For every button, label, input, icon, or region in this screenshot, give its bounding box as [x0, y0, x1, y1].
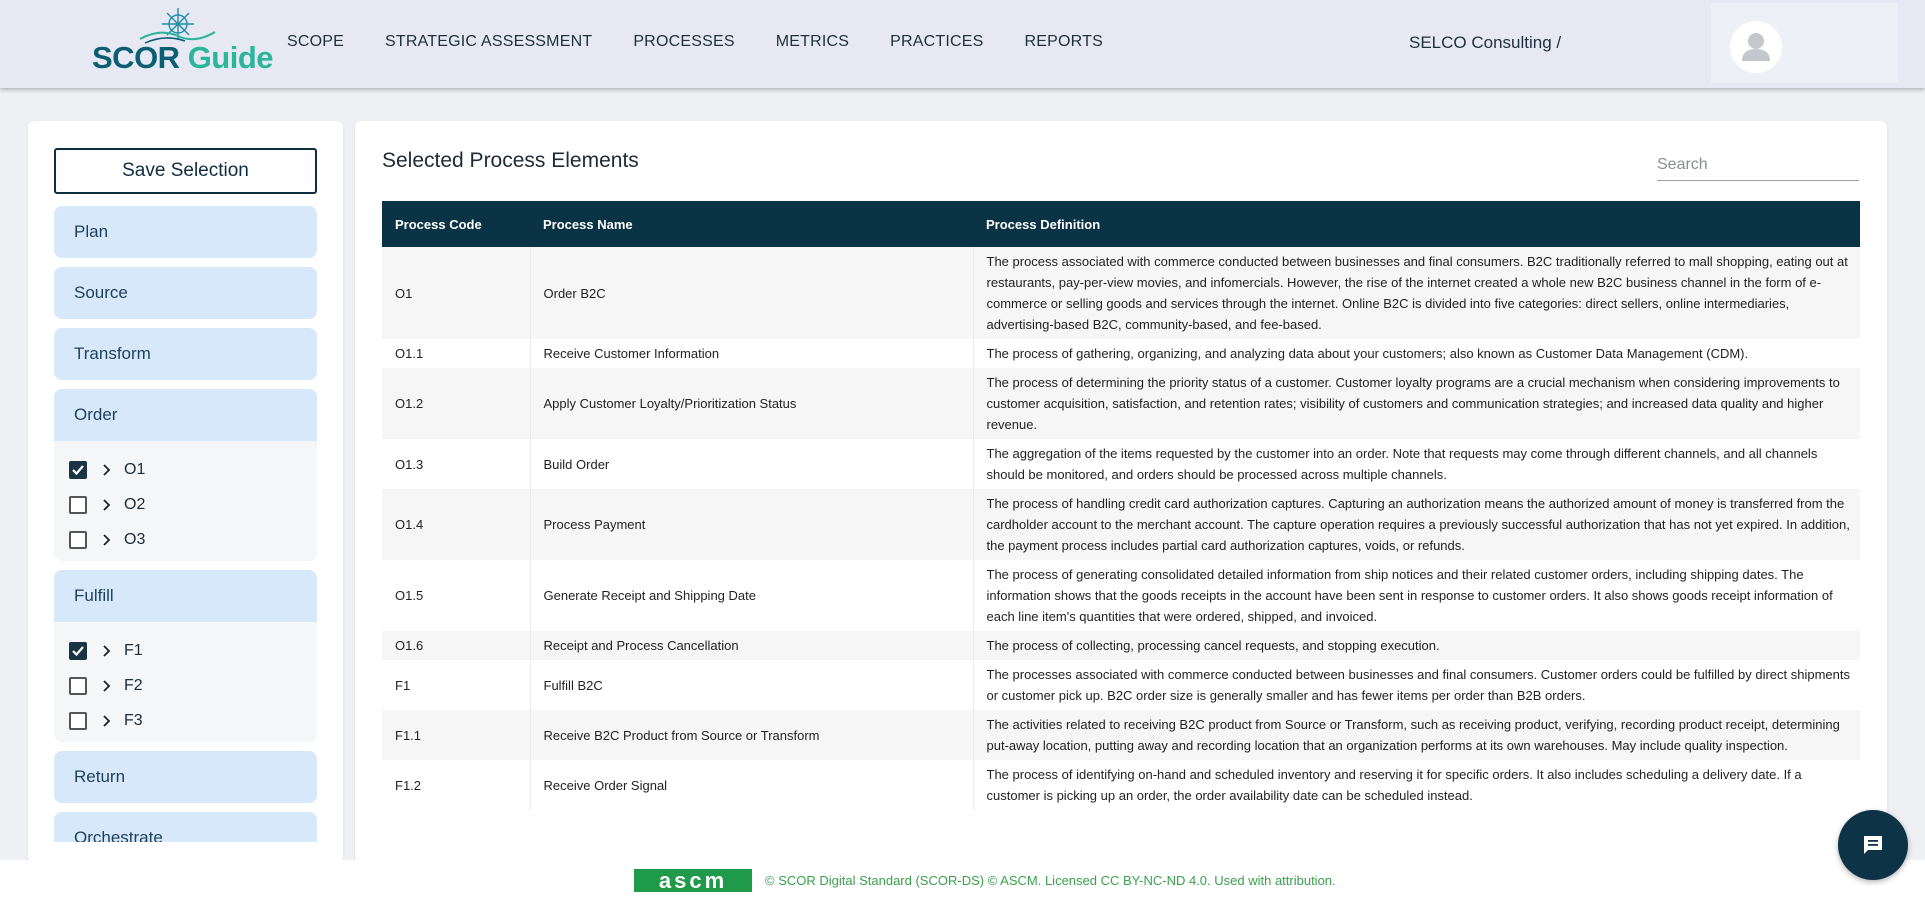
chevron-right-icon[interactable]	[99, 497, 115, 513]
table-row[interactable]	[382, 560, 1860, 631]
process-definition: The process of determining the priority status of a customer. Customer loyalty programs are a crucial mechanism when considering improvements to customer acquisition, satisfaction, and retention rates; visibility of customers and communication strategies; and increased data quality and higher revenue.	[973, 368, 1860, 439]
list-item	[69, 668, 317, 703]
chevron-right-icon[interactable]	[99, 678, 115, 694]
table-row[interactable]	[382, 710, 1860, 760]
list-item	[69, 452, 317, 487]
process-name: Receive Customer Information	[530, 339, 973, 368]
column-header-code[interactable]: Process Code	[382, 201, 530, 247]
nav-strategic-assessment[interactable]: STRATEGIC ASSESSMENT	[385, 33, 593, 50]
process-name: Apply Customer Loyalty/Prioritization Status	[530, 368, 973, 439]
category-fulfill[interactable]: Fulfill	[54, 570, 317, 622]
category-list[interactable]	[54, 206, 317, 842]
category-transform[interactable]: Transform	[54, 328, 317, 380]
table-header-row	[382, 201, 1860, 247]
process-name: Fulfill B2C	[530, 660, 973, 710]
list-item	[69, 522, 317, 557]
table-row[interactable]	[382, 489, 1860, 560]
item-label: O2	[124, 495, 146, 513]
process-code: O1.6	[382, 631, 530, 660]
process-name: Process Payment	[530, 489, 973, 560]
category-order[interactable]: Order	[54, 389, 317, 441]
process-code: F1	[382, 660, 530, 710]
nav-scope[interactable]: SCOPE	[287, 33, 345, 50]
column-header-name[interactable]: Process Name	[530, 201, 973, 247]
avatar[interactable]	[1730, 21, 1782, 73]
category-orchestrate[interactable]: Orchestrate	[54, 812, 317, 842]
table-row[interactable]	[382, 660, 1860, 710]
process-category-sidebar	[28, 121, 343, 862]
copyright-text: © SCOR Digital Standard (SCOR-DS) © ASCM. Licensed CC BY-NC-ND 4.0. Used with attribution.	[765, 873, 1336, 888]
chevron-right-icon[interactable]	[99, 532, 115, 548]
chevron-right-icon[interactable]	[99, 713, 115, 729]
item-label: F2	[124, 676, 143, 694]
table-row[interactable]	[382, 368, 1860, 439]
process-name: Build Order	[530, 439, 973, 489]
ascm-logo-text: ascm	[658, 868, 728, 893]
list-item	[69, 487, 317, 522]
nav-processes[interactable]: PROCESSES	[633, 33, 735, 50]
item-label: O3	[124, 530, 146, 548]
process-name: Receipt and Process Cancellation	[530, 631, 973, 660]
table-row[interactable]	[382, 247, 1860, 339]
process-code: O1.1	[382, 339, 530, 368]
checkbox-f2[interactable]	[69, 677, 87, 695]
column-header-definition[interactable]: Process Definition	[973, 201, 1860, 247]
process-definition: The process associated with commerce conducted between businesses and final consumers. B2C traditionally referred to mall shopping, eating out at restaurants, pay-per-view movies, and infomercials. However, the rise of the internet created a whole new B2C business channel in the form of e-commerce or selling goods and services through the internet. Online B2C is divided into five categories: direct sellers, online intermediaries, advertising-based B2C, community-based, and fee-based.	[973, 247, 1860, 339]
chat-button[interactable]	[1838, 810, 1908, 880]
table-row[interactable]	[382, 339, 1860, 368]
user-menu[interactable]	[1711, 3, 1898, 83]
process-code: O1.2	[382, 368, 530, 439]
process-definition: The activities related to receiving B2C product from Source or Transform, such as receiving product, verifying, recording product receipt, determining put-away location, putting away and recording location that an organization performs at its own warehouses. May include quality inspection.	[973, 710, 1860, 760]
process-name: Receive B2C Product from Source or Transform	[530, 710, 973, 760]
nav-practices[interactable]: PRACTICES	[890, 33, 984, 50]
company-breadcrumb[interactable]: SELCO Consulting /	[1409, 33, 1562, 52]
process-code: O1.3	[382, 439, 530, 489]
item-label: O1	[124, 460, 146, 478]
check-icon	[71, 644, 85, 658]
process-definition: The processes associated with commerce conducted between businesses and final consumers. Customer orders could be fulfilled by direct shipments or customer pick up. B2C order size is generally smaller and has fewer items per order than B2B orders.	[973, 660, 1860, 710]
chevron-right-icon[interactable]	[99, 643, 115, 659]
process-definition: The aggregation of the items requested by the customer into an order. Note that requests may come through different channels, and all channels should be monitored, and orders should be processed across multiple channels.	[973, 439, 1860, 489]
category-return[interactable]: Return	[54, 751, 317, 803]
table-row[interactable]	[382, 631, 1860, 660]
check-icon	[71, 463, 85, 477]
search-input[interactable]	[1657, 149, 1859, 181]
process-code: O1.5	[382, 560, 530, 631]
process-code: F1.2	[382, 760, 530, 810]
checkbox-o2[interactable]	[69, 496, 87, 514]
process-name: Generate Receipt and Shipping Date	[530, 560, 973, 631]
table-row[interactable]	[382, 439, 1860, 489]
nav-reports[interactable]: REPORTS	[1024, 33, 1103, 50]
checkbox-o1[interactable]	[69, 461, 87, 479]
item-label: F3	[124, 711, 143, 729]
process-name: Order B2C	[530, 247, 973, 339]
page-title: Selected Process Elements	[382, 149, 639, 172]
selected-elements-panel	[355, 121, 1887, 862]
process-code: F1.1	[382, 710, 530, 760]
table-row[interactable]	[382, 760, 1860, 810]
ascm-logo	[634, 866, 752, 895]
top-navbar	[0, 0, 1925, 88]
process-definition: The process of identifying on-hand and scheduled inventory and reserving it for specific orders. It also includes scheduling a delivery date. If a customer is picking up an order, the order availability date can be scheduled instead.	[973, 760, 1860, 810]
process-definition: The process of handling credit card authorization captures. Capturing an authorization means the authorized amount of money is transferred from the cardholder account to the merchant account. The capture operation requires a previously successful authorization that has not yet expired. In addition, the payment process includes partial card authorization captures, voids, or refunds.	[973, 489, 1860, 560]
user-icon	[1730, 21, 1782, 73]
checkbox-o3[interactable]	[69, 531, 87, 549]
checkbox-f3[interactable]	[69, 712, 87, 730]
chat-icon	[1861, 833, 1885, 857]
scor-guide-logo[interactable]: SCOR Guide	[90, 6, 240, 78]
chevron-right-icon[interactable]	[99, 462, 115, 478]
process-definition: The process of generating consolidated detailed information from ship notices and their related customer orders, including shipping dates. The information shows that the goods receipts in the account have been sent in response to customer orders. It also shows goods receipt information of each line item's quantities that were ordered, shipped, and invoiced.	[973, 560, 1860, 631]
footer	[0, 860, 1925, 900]
process-definition: The process of collecting, processing cancel requests, and stopping execution.	[973, 631, 1860, 660]
process-table	[382, 201, 1860, 810]
item-label: F1	[124, 641, 143, 659]
list-item	[69, 703, 317, 738]
process-name: Receive Order Signal	[530, 760, 973, 810]
main-nav	[287, 33, 1144, 51]
process-definition: The process of gathering, organizing, and analyzing data about your customers; also known as Customer Data Management (CDM).	[973, 339, 1860, 368]
nav-metrics[interactable]: METRICS	[775, 33, 850, 50]
category-plan[interactable]: Plan	[54, 206, 317, 258]
process-table-scroll[interactable]	[382, 201, 1860, 841]
process-code: O1	[382, 247, 530, 339]
process-code: O1.4	[382, 489, 530, 560]
save-selection-button[interactable]: Save Selection	[54, 148, 317, 194]
list-item	[69, 633, 317, 668]
fulfill-items	[54, 622, 317, 742]
category-source[interactable]: Source	[54, 267, 317, 319]
checkbox-f1[interactable]	[69, 642, 87, 660]
order-items	[54, 441, 317, 561]
